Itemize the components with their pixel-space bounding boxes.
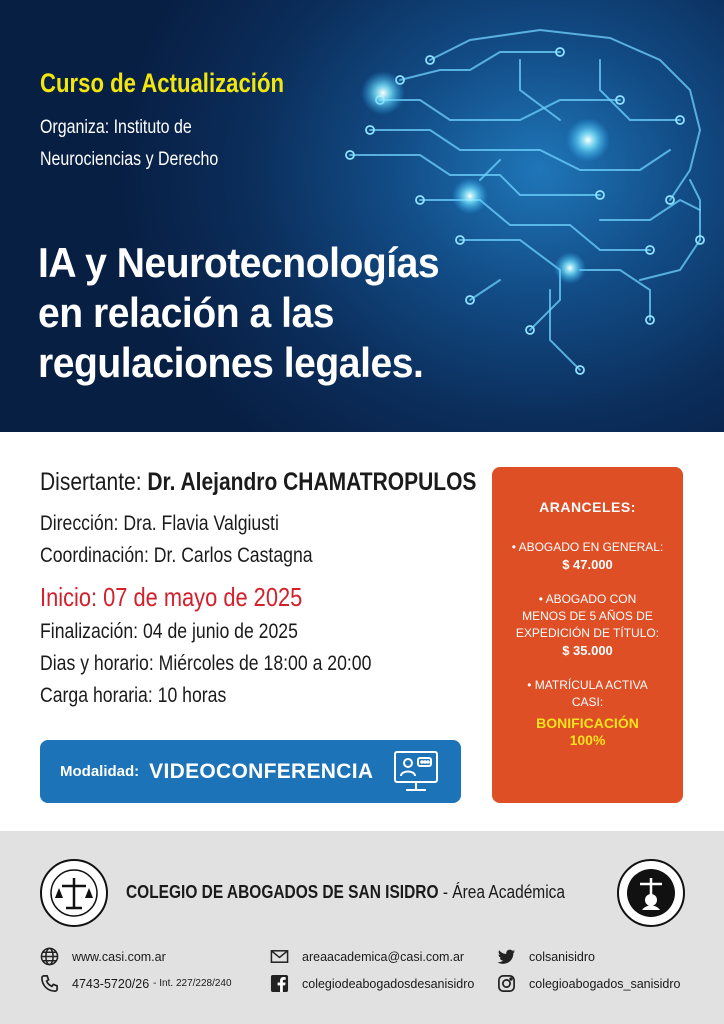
course-title-line-3: regulaciones legales.: [38, 339, 424, 386]
modality-label: Modalidad:: [60, 763, 140, 780]
instagram-link[interactable]: colegioabogados_sanisidro: [529, 976, 681, 991]
phone-contact[interactable]: [40, 974, 232, 993]
speaker-name: Dr. Alejandro CHAMATROPULOS: [147, 468, 477, 496]
fees-box: [492, 467, 683, 803]
videoconference-icon: [391, 746, 441, 796]
website-contact[interactable]: [40, 947, 166, 966]
speaker-label: Disertante:: [40, 468, 142, 496]
course-title: [38, 238, 439, 388]
email-contact[interactable]: [270, 947, 464, 966]
instagram-icon: [497, 974, 516, 993]
organizer: [40, 112, 218, 176]
coordination: Coordinación: Dr. Carlos Castagna: [40, 544, 313, 567]
end-date: Finalización: 04 de junio de 2025: [40, 620, 298, 643]
fee-label-line-1: • ABOGADO CON: [538, 592, 637, 606]
modality-value: VIDEOCONFERENCIA: [149, 759, 374, 783]
website-link[interactable]: www.casi.com.ar: [72, 949, 166, 964]
start-date: Inicio: 07 de mayo de 2025: [40, 582, 303, 612]
course-hours: Carga horaria: 10 horas: [40, 684, 227, 707]
organizer-line-2: Neurociencias y Derecho: [40, 149, 219, 170]
instagram-contact[interactable]: [497, 974, 681, 993]
fee-new-lawyer: [492, 591, 683, 659]
phone-extension: - Int. 227/228/240: [153, 978, 232, 989]
fee-active-member: [492, 677, 683, 749]
schedule: Dias y horario: Miércoles de 18:00 a 20:00: [40, 652, 372, 675]
facebook-icon: [270, 974, 289, 993]
globe-icon: [40, 947, 59, 966]
course-type: Curso de Actualización: [40, 68, 285, 98]
speaker: [40, 468, 477, 508]
phone-number[interactable]: 4743-5720/26: [72, 976, 150, 991]
direction: Dirección: Dra. Flavia Valgiusti: [40, 512, 279, 535]
twitter-contact[interactable]: [497, 947, 595, 966]
institution-title: COLEGIO DE ABOGADOS DE SAN ISIDRO: [126, 882, 439, 902]
fee-label-line-1: • MATRÍCULA ACTIVA: [527, 678, 648, 692]
fee-label-line-3: EXPEDICIÓN DE TÍTULO:: [515, 626, 660, 640]
fee-label: • ABOGADO EN GENERAL:: [511, 540, 664, 554]
organizer-line-1: Organiza: Instituto de: [40, 117, 192, 138]
fee-bonus-line-2: 100%: [569, 732, 606, 748]
phone-icon: [40, 974, 59, 993]
fee-price: $ 47.000: [562, 557, 613, 572]
hero-banner: [0, 0, 724, 432]
facebook-contact[interactable]: [270, 974, 474, 993]
fee-general: [492, 539, 683, 573]
email-link[interactable]: areaacademica@casi.com.ar: [302, 949, 465, 964]
fee-price: $ 35.000: [562, 643, 613, 658]
fee-label-line-2: MENOS DE 5 AÑOS DE: [522, 609, 653, 623]
bar-association-seal-right: [616, 858, 686, 928]
course-details: [40, 468, 480, 712]
fee-bonus-line-1: BONIFICACIÓN: [536, 715, 639, 731]
bar-association-seal-left: [39, 858, 109, 928]
twitter-link[interactable]: colsanisidro: [529, 949, 596, 964]
facebook-link[interactable]: colegiodeabogadosdesanisidro: [302, 976, 475, 991]
course-title-line-1: IA y Neurotecnologías: [38, 239, 440, 286]
twitter-icon: [497, 947, 516, 966]
fee-label-line-2: CASI:: [571, 695, 604, 709]
modality-banner: [40, 740, 461, 803]
institution-name: [126, 882, 565, 903]
course-title-line-2: en relación a las: [38, 289, 335, 336]
institution-area: - Área Académica: [442, 882, 566, 902]
envelope-icon: [270, 947, 289, 966]
fees-title: ARANCELES:: [539, 499, 636, 515]
